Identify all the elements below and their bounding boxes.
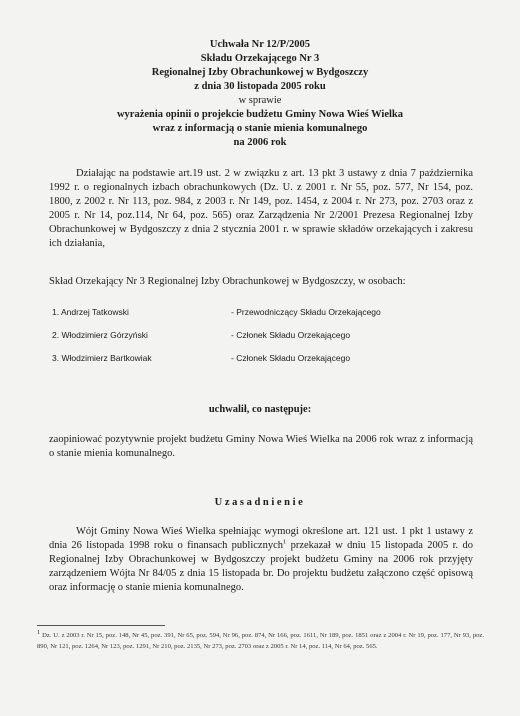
member-role: - Członek Składu Orzekającego: [231, 330, 351, 340]
justification-heading: Uzasadnienie: [214, 497, 306, 508]
decision-paragraph: zaopiniować pozytywnie projekt budżetu Gminy Nowa Wieś Wielka na 2006 rok wraz z informacją o stanie mienia komunalnego.: [49, 434, 473, 460]
subject-line-2: wraz z informacją o stanie mienia komunalnego: [152, 123, 368, 134]
justification-paragraph: [49, 525, 473, 595]
subject-intro: w sprawie: [238, 95, 282, 106]
resolved-heading: uchwalił, co następuje:: [208, 404, 312, 415]
subject-line-1: wyrażenia opinii o projekcie budżetu Gminy Nowa Wieś Wielka: [116, 109, 404, 120]
justification-text: Wójt Gminy Nowa Wieś Wielka spełniając wymogi określone art. 121 ust. 1 pkt 1 ustawy z dnia 26 listopada 1998 roku o finansach publicznych: [49, 526, 473, 552]
subject-line-3: na 2006 rok: [233, 137, 287, 148]
resolution-number: Uchwała Nr 12/P/2005: [209, 39, 311, 50]
footnote-divider: [37, 625, 165, 626]
member-name: 3. Włodzimierz Bartkowiak: [52, 353, 152, 363]
member-name: 2. Włodzimierz Górzyński: [52, 330, 148, 340]
panel-intro: Skład Orzekający Nr 3 Regionalnej Izby Obrachunkowej w Bydgoszczy, w osobach:: [49, 276, 406, 287]
footnote-reference[interactable]: 1: [283, 538, 287, 546]
institution-name: Regionalnej Izby Obrachunkowej w Bydgoszczy: [151, 67, 369, 78]
member-name: 1. Andrzej Tatkowski: [52, 307, 129, 317]
panel-name: Składu Orzekającego Nr 3: [200, 53, 320, 64]
footnote-number: 1: [37, 628, 41, 636]
member-role: - Przewodniczący Składu Orzekającego: [231, 307, 381, 317]
footnote-text: Dz. U. z 2003 r. Nr 15, poz. 148, Nr 45, poz. 391, Nr 65, poz. 594, Nr 96, poz. 874, Nr 166, poz. 1611, Nr 189, poz. 1851 oraz z 2004 r. Nr 19, poz. 177, Nr 93, poz. 890, Nr 121, poz. 1264, Nr 123, poz. 1291, Nr 210, poz. 2135, Nr 273, poz. 2703 oraz z 2005 r. Nr 14, poz. 114, Nr 64, poz. 565.: [37, 632, 484, 650]
legal-basis-paragraph: Działając na podstawie art.19 ust. 2 w związku z art. 13 pkt 3 ustawy z dnia 7 października 1992 r. o regionalnych izbach obrachunkowych (Dz. U. z 2001 r. Nr 55, poz. 577, Nr 154, poz. 1800, z 2002 r. Nr 113, poz. 984, z 2003 r. Nr 149, poz. 1454, z 2004 r. Nr 273, poz. 2703 oraz z 2005 r. Nr 14, poz.114, Nr 64, poz. 565) oraz Zarządzenia Nr 2/2001 Prezesa Regionalnej Izby Obrachunkowej w Bydgoszczy z dnia 2 stycznia 2001 r. w sprawie składów orzekających i zakresu ich działania,: [49, 168, 473, 250]
member-role: - Członek Składu Orzekającego: [231, 353, 351, 363]
resolution-header: [0, 38, 520, 150]
resolution-date: z dnia 30 listopada 2005 roku: [194, 81, 326, 92]
justification-text-continued: przekazał w dniu 15 listopada 2005 r. do Regionalnej Izby Obrachunkowej w Bydgoszczy projekt budżetu Gminy na 2006 rok przyjęty zarządzeniem Wójta Nr 84/05 z dnia 15 listopada br. Do projektu budżetu załączono część opisową oraz informację o stanie mienia komunalnego.: [49, 540, 474, 594]
footnote: [37, 630, 484, 652]
